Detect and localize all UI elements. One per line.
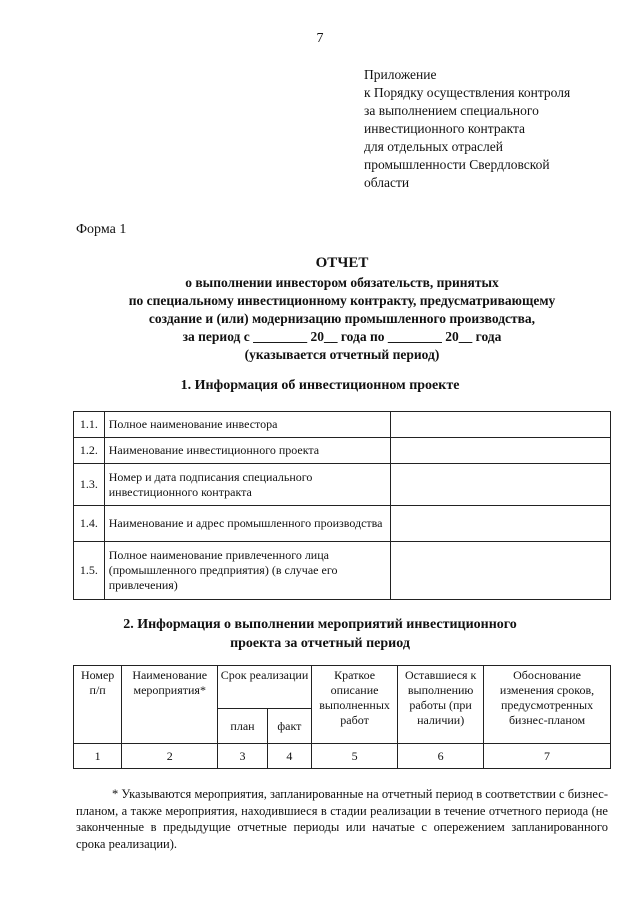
appendix-note [364,66,624,192]
report-subtitle-line: по специальному инвестиционному контракту, предусматривающему [128,293,556,308]
row-number: 1.5. [74,542,105,600]
section2-heading [0,615,640,653]
appendix-line: инвестиционного контракта [364,121,526,136]
appendix-line: Приложение [364,67,437,82]
section2-heading-line: 2. Информация о выполнении мероприятий инвестиционного [123,617,517,632]
column-number: 7 [484,744,611,769]
activities-table [73,665,611,769]
row-label: Полное наименование привлеченного лица (промышленного предприятия) (в случае его привлечения) [104,542,391,600]
table-row [74,464,611,506]
appendix-line: к Порядку осуществления контроля [364,85,571,100]
report-subtitle-line: о выполнении инвестором обязательств, принятых [185,275,499,290]
table-row [74,438,611,464]
section2-heading-line: проекта за отчетный период [230,636,410,651]
table-row [74,542,611,600]
header-term: Срок реализации [218,666,312,709]
header-num: Номер п/п [74,666,122,744]
section1-heading: 1. Информация об инвестиционном проекте [180,378,460,393]
column-number: 4 [267,744,311,769]
appendix-line: для отдельных отраслей [364,139,503,154]
appendix-line: области [364,175,410,190]
row-number: 1.3. [74,464,105,506]
column-number: 2 [122,744,218,769]
report-period-note: (указывается отчетный период) [244,347,440,362]
header-justification: Обоснование изменения сроков, предусмотренных бизнес-планом [484,666,611,744]
project-info-table [73,411,611,600]
row-number: 1.1. [74,412,105,438]
row-number: 1.4. [74,506,105,542]
value-cell[interactable] [391,438,611,464]
column-number: 1 [74,744,122,769]
table-row [74,506,611,542]
table-header-row [74,666,611,709]
table-row [74,744,611,769]
form-label: Форма 1 [76,222,127,237]
row-label: Номер и дата подписания специального инвестиционного контракта [104,464,391,506]
report-subtitle-line: создание и (или) модернизацию промышленного производства, [148,311,536,326]
row-number: 1.2. [74,438,105,464]
column-number: 5 [311,744,397,769]
report-period-line: за период с ________ 20__ года по ________ 20__ года [182,329,502,344]
value-cell[interactable] [391,506,611,542]
table-row [74,412,611,438]
header-fact: факт [267,709,311,744]
row-label: Полное наименование инвестора [104,412,391,438]
appendix-line: за выполнением специального [364,103,539,118]
report-title-block [40,254,640,364]
footnote [76,786,608,852]
header-remaining: Оставшиеся к выполнению работы (при наличии) [398,666,484,744]
report-title: ОТЧЕТ [315,255,369,271]
appendix-line: промышленности Свердловской [364,157,550,172]
footnote-text: * Указываются мероприятия, запланированные на отчетный период в соответствии с бизнес-планом, а также мероприятия, находившиеся в стадии реализации в течение отчетного периода (не законченные в предыдущие отчетные периоды или начатые с опережением запланированного срока реализации). [76,787,608,851]
value-cell[interactable] [391,412,611,438]
column-number: 3 [218,744,268,769]
header-name: Наименование мероприятия* [122,666,218,744]
value-cell[interactable] [391,542,611,600]
row-label: Наименование и адрес промышленного производства [104,506,391,542]
page-number: 7 [316,31,324,46]
value-cell[interactable] [391,464,611,506]
header-summary: Краткое описание выполненных работ [311,666,397,744]
column-number: 6 [398,744,484,769]
header-plan: план [218,709,268,744]
row-label: Наименование инвестиционного проекта [104,438,391,464]
